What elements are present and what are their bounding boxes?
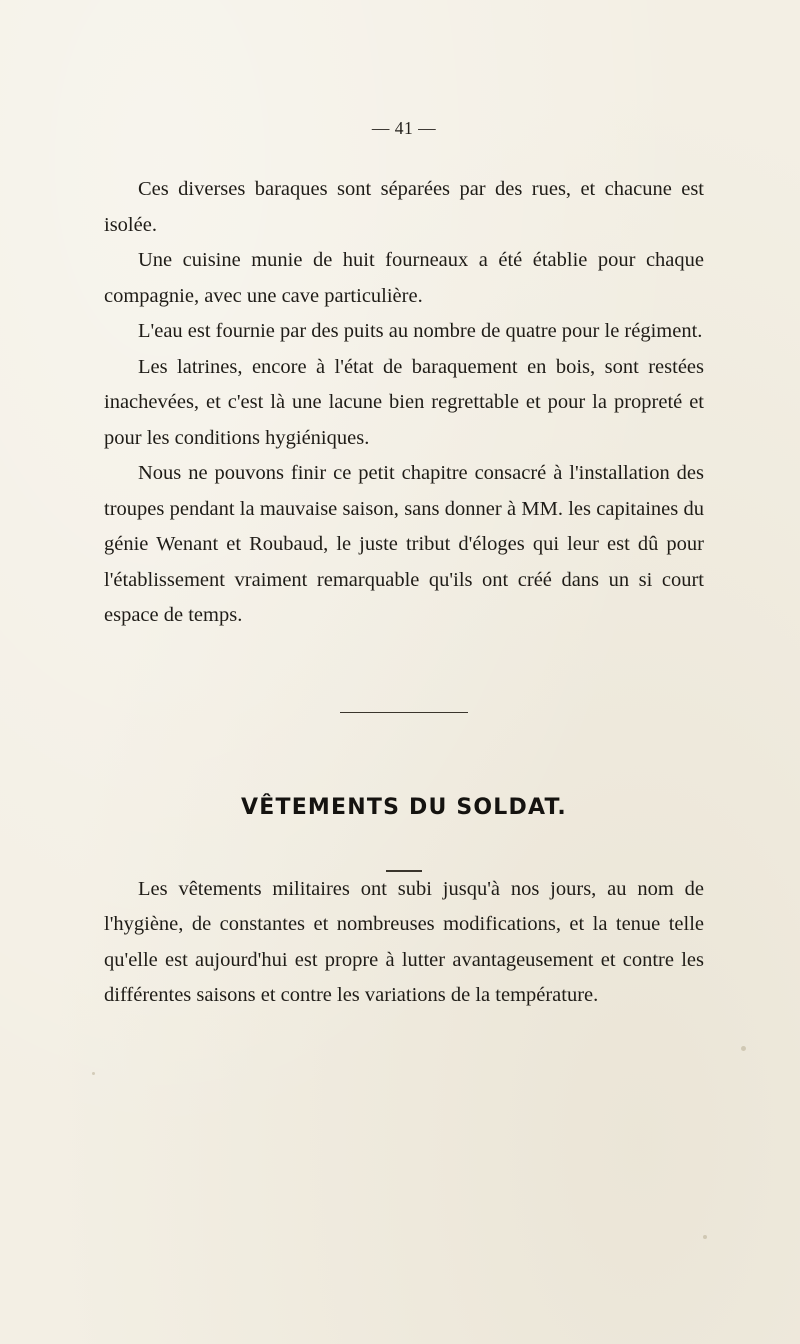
section-divider-rule bbox=[340, 712, 468, 713]
paper-speck bbox=[703, 1235, 707, 1239]
page-number: — 41 — bbox=[371, 118, 437, 138]
paragraph: Les latrines, encore à l'état de baraquement en bois, sont restées inachevées, et c'est là une lacune bien regrettable et pour la propreté et pour les conditions hygiéniques. bbox=[104, 355, 704, 449]
paper-speck bbox=[741, 1046, 746, 1051]
paper-speck bbox=[92, 1072, 95, 1075]
section-heading: VÊTEMENTS DU SOLDAT. bbox=[241, 794, 567, 820]
paragraph: L'eau est fournie par des puits au nombre de quatre pour le régiment. bbox=[138, 320, 703, 342]
paragraph: Nous ne pouvons finir ce petit chapitre consacré à l'installation des troupes pendant la mauvaise saison, sans donner à MM. les capitaines du génie Wenant et Roubaud, le juste tribut d'éloges qui leur est dû pour l'établissement vraiment remarquable qu'ils ont créé dans un si court espace de temps. bbox=[104, 462, 704, 626]
text-column bbox=[104, 0, 704, 1014]
paragraph: Ces diverses baraques sont séparées par des rues, et chacune est isolée. bbox=[104, 178, 704, 236]
paragraph: Une cuisine munie de huit fourneaux a été établie pour chaque compagnie, avec une cave particulière. bbox=[104, 249, 704, 307]
paragraph: Les vêtements militaires ont subi jusqu'à nos jours, au nom de l'hygiène, de constantes et nombreuses modifications, et la tenue telle qu'elle est aujourd'hui est propre à lutter avantageusement et contre les différentes saisons et contre les variations de la température. bbox=[104, 877, 704, 1006]
